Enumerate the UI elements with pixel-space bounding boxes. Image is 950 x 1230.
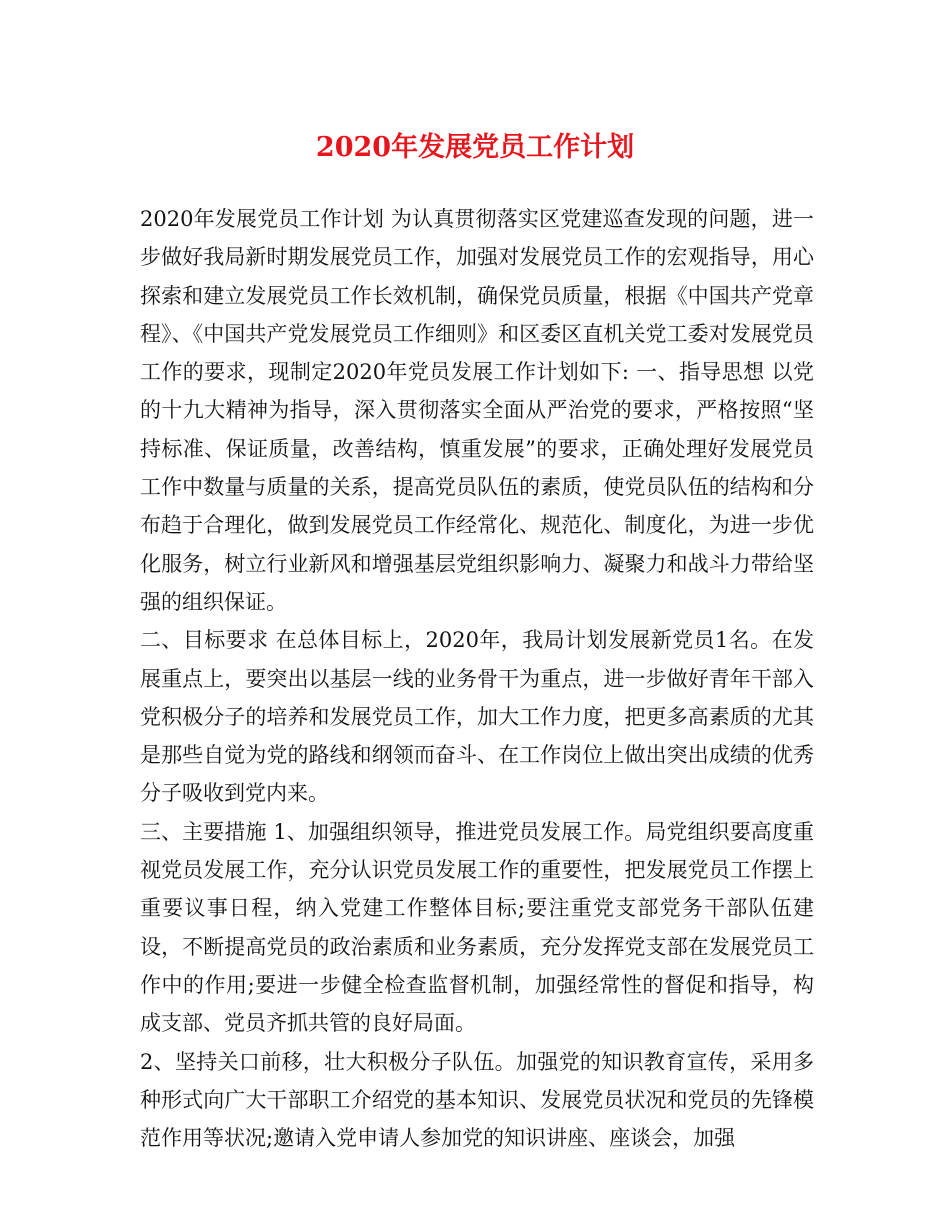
paragraph-measures: 三、主要措施 1、加强组织领导，推进党员发展工作。局党组织要高度重视党员发展工作，充分认识党员发展工作的重要性，把发展党员工作摆上重要议事日程，纳入党建工作整体目标;要注重党支部党务干部队伍建设，不断提高党员的政治素质和业务素质，充分发挥党支部在发展党员工作中的作用;要进一步健全检查监督机制，加强经常性的督促和指导，构成支部、党员齐抓共管的良好局面。 bbox=[140, 819, 814, 1036]
page-title: 2020年发展党员工作计划 bbox=[315, 132, 635, 163]
paragraph-intro: 2020年发展党员工作计划 为认真贯彻落实区党建巡查发现的问题，进一步做好我局新时期发展党员工作，加强对发展党员工作的宏观指导，用心探索和建立发展党员工作长效机制，确保党员质量，根据《中国共产党章程》、《中国共产党发展党员工作细则》和区委区直机关党工委对发展党员工作的要求，现制定2020年党员发展工作计划如下: 一、指导思想 以党的十九大精神为指导，深入贯彻落实全面从严治党的要求，严格按照“坚持标准、保证质量，改善结构，慎重发展”的要求，正确处理好发展党员工作中数量与质量的关系，提高党员队伍的素质，使党员队伍的结构和分布趋于合理化，做到发展党员工作经常化、规范化、制度化，为进一步优化服务，树立行业新风和增强基层党组织影响力、凝聚力和战斗力带给坚强的组织保证。 bbox=[140, 207, 814, 614]
document-body bbox=[140, 200, 814, 1157]
paragraph-goals: 二、目标要求 在总体目标上，2020年，我局计划发展新党员1名。在发展重点上，要突出以基层一线的业务骨干为重点，进一步做好青年干部入党积极分子的培养和发展党员工作，加大工作力度，把更多高素质的尤其是那些自觉为党的路线和纲领而奋斗、在工作岗位上做出突出成绩的优秀分子吸收到党内来。 bbox=[140, 628, 814, 806]
paragraph-measure-2: 2、坚持关口前移，壮大积极分子队伍。加强党的知识教育宣传，采用多种形式向广大干部职工介绍党的基本知识、发展党员状况和党员的先锋模范作用等状况;邀请入党申请人参加党的知识讲座、座谈会，加强 bbox=[140, 1049, 814, 1151]
